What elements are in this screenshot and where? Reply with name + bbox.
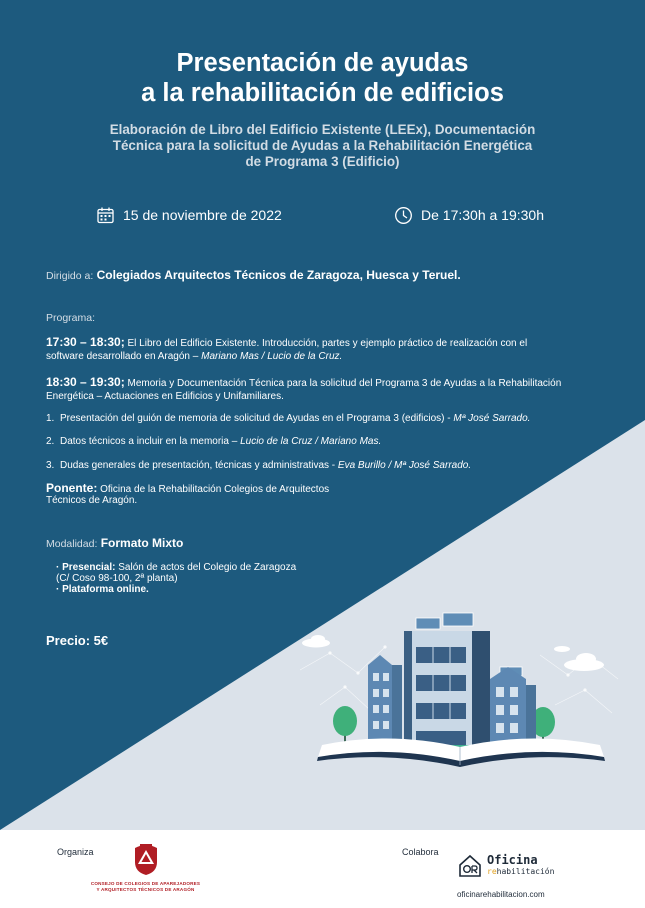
block1-text-a: El Libro del Edificio Existente. Introducción, partes y ejemplo práctico de realización con el — [124, 338, 528, 349]
item-speakers: Lucio de la Cruz / Mariano Mas. — [240, 436, 382, 447]
presencial-text: Salón de actos del Colegio de Zaragoza — [115, 562, 297, 573]
item-speakers: Mª José Sarrado. — [453, 413, 531, 424]
ponente-text-b: Técnicos de Aragón. — [46, 495, 138, 506]
block2-time: 18:30 – 19:30; — [46, 375, 125, 389]
oficina-sub-rest: habilitación — [496, 867, 555, 876]
calendar-icon — [96, 206, 115, 225]
consejo-crest-logo — [131, 842, 161, 876]
modalidad — [46, 536, 183, 550]
block2-text-a: Memoria y Documentación Técnica para la solicitud del Programa 3 de Ayudas a la Rehabilitación — [124, 378, 562, 389]
subtitle-line-2: Técnica para la solicitud de Ayudas a la Rehabilitación Energética — [112, 138, 533, 153]
modalidad-details — [56, 562, 296, 595]
item-text: Datos técnicos a incluir en la memoria – — [60, 436, 241, 447]
audience-value: Colegiados Arquitectos Técnicos de Zaragoza, Huesca y Teruel. — [96, 268, 461, 282]
event-time-text: De 17:30h a 19:30h — [421, 207, 544, 223]
organiza-label: Organiza — [57, 847, 94, 857]
block1-speakers: Mariano Mas / Lucio de la Cruz. — [201, 350, 343, 362]
item-number: 2. — [46, 436, 55, 447]
colabora-label: Colabora — [402, 847, 439, 857]
programa-block-1 — [46, 336, 621, 363]
item-speakers: Eva Burillo / Mª José Sarrado. — [337, 460, 472, 471]
price: Precio: 5€ — [46, 633, 109, 648]
presencial-address: (C/ Coso 98-100, 2ª planta) — [56, 573, 178, 584]
subtitle — [30, 122, 615, 170]
ponente-label: Ponente: — [46, 481, 98, 495]
oficina-sub-accent: re — [487, 867, 497, 876]
audience-label: Dirigido a: — [46, 270, 94, 282]
programa-item-1 — [46, 413, 530, 426]
programa-label: Programa: — [46, 312, 96, 324]
modalidad-value: Formato Mixto — [100, 536, 184, 550]
event-date — [96, 205, 282, 225]
event-date-text: 15 de noviembre de 2022 — [123, 207, 282, 223]
online-option: · Plataforma online. — [56, 584, 149, 595]
oficina-title: Oficina — [487, 853, 538, 867]
subtitle-line-3: de Programa 3 (Edificio) — [245, 154, 400, 169]
block1-text-b: software desarrollado en Aragón – — [46, 350, 202, 362]
audience — [46, 268, 461, 282]
programa-item-3 — [46, 460, 471, 473]
title-line-2: a la rehabilitación de edificios — [141, 79, 504, 107]
buildings-book-illustration — [300, 595, 630, 775]
consejo-caption-line-2: Y ARQUITECTOS TÉCNICOS DE ARAGÓN — [96, 886, 195, 892]
oficina-wordmark — [487, 854, 554, 877]
item-number: 1. — [46, 413, 55, 424]
ponente-text-a: Oficina de la Rehabilitación Colegios de Arquitectos — [97, 484, 330, 495]
subtitle-line-1: Elaboración de Libro del Edificio Existente (LEEx), Documentación — [109, 122, 536, 137]
oficina-url[interactable]: oficinarehabilitacion.com — [457, 890, 545, 899]
oficina-subtitle — [487, 867, 554, 877]
ponente — [46, 483, 446, 506]
consejo-caption-line-1: CONSEJO DE COLEGIOS DE APAREJADORES — [90, 881, 201, 886]
footer — [0, 830, 645, 908]
presencial-label: · Presencial: — [56, 562, 116, 573]
page-title — [20, 48, 625, 108]
block2-text-b: Energética – Actuaciones en Edificios y Unifamiliares. — [46, 390, 284, 402]
programa-item-2 — [46, 436, 381, 449]
event-time — [394, 205, 544, 225]
clock-icon — [394, 206, 413, 225]
item-text: Presentación del guión de memoria de solicitud de Ayudas en el Programa 3 (edificios) - — [60, 413, 454, 424]
programa-block-2 — [46, 376, 621, 403]
item-number: 3. — [46, 460, 55, 471]
modalidad-label: Modalidad: — [46, 538, 98, 550]
consejo-caption — [88, 881, 203, 892]
block1-time: 17:30 – 18:30; — [46, 335, 125, 349]
oficina-house-logo-icon — [457, 853, 483, 879]
item-text: Dudas generales de presentación, técnicas y administrativas - — [60, 460, 338, 471]
title-line-1: Presentación de ayudas — [176, 49, 469, 77]
